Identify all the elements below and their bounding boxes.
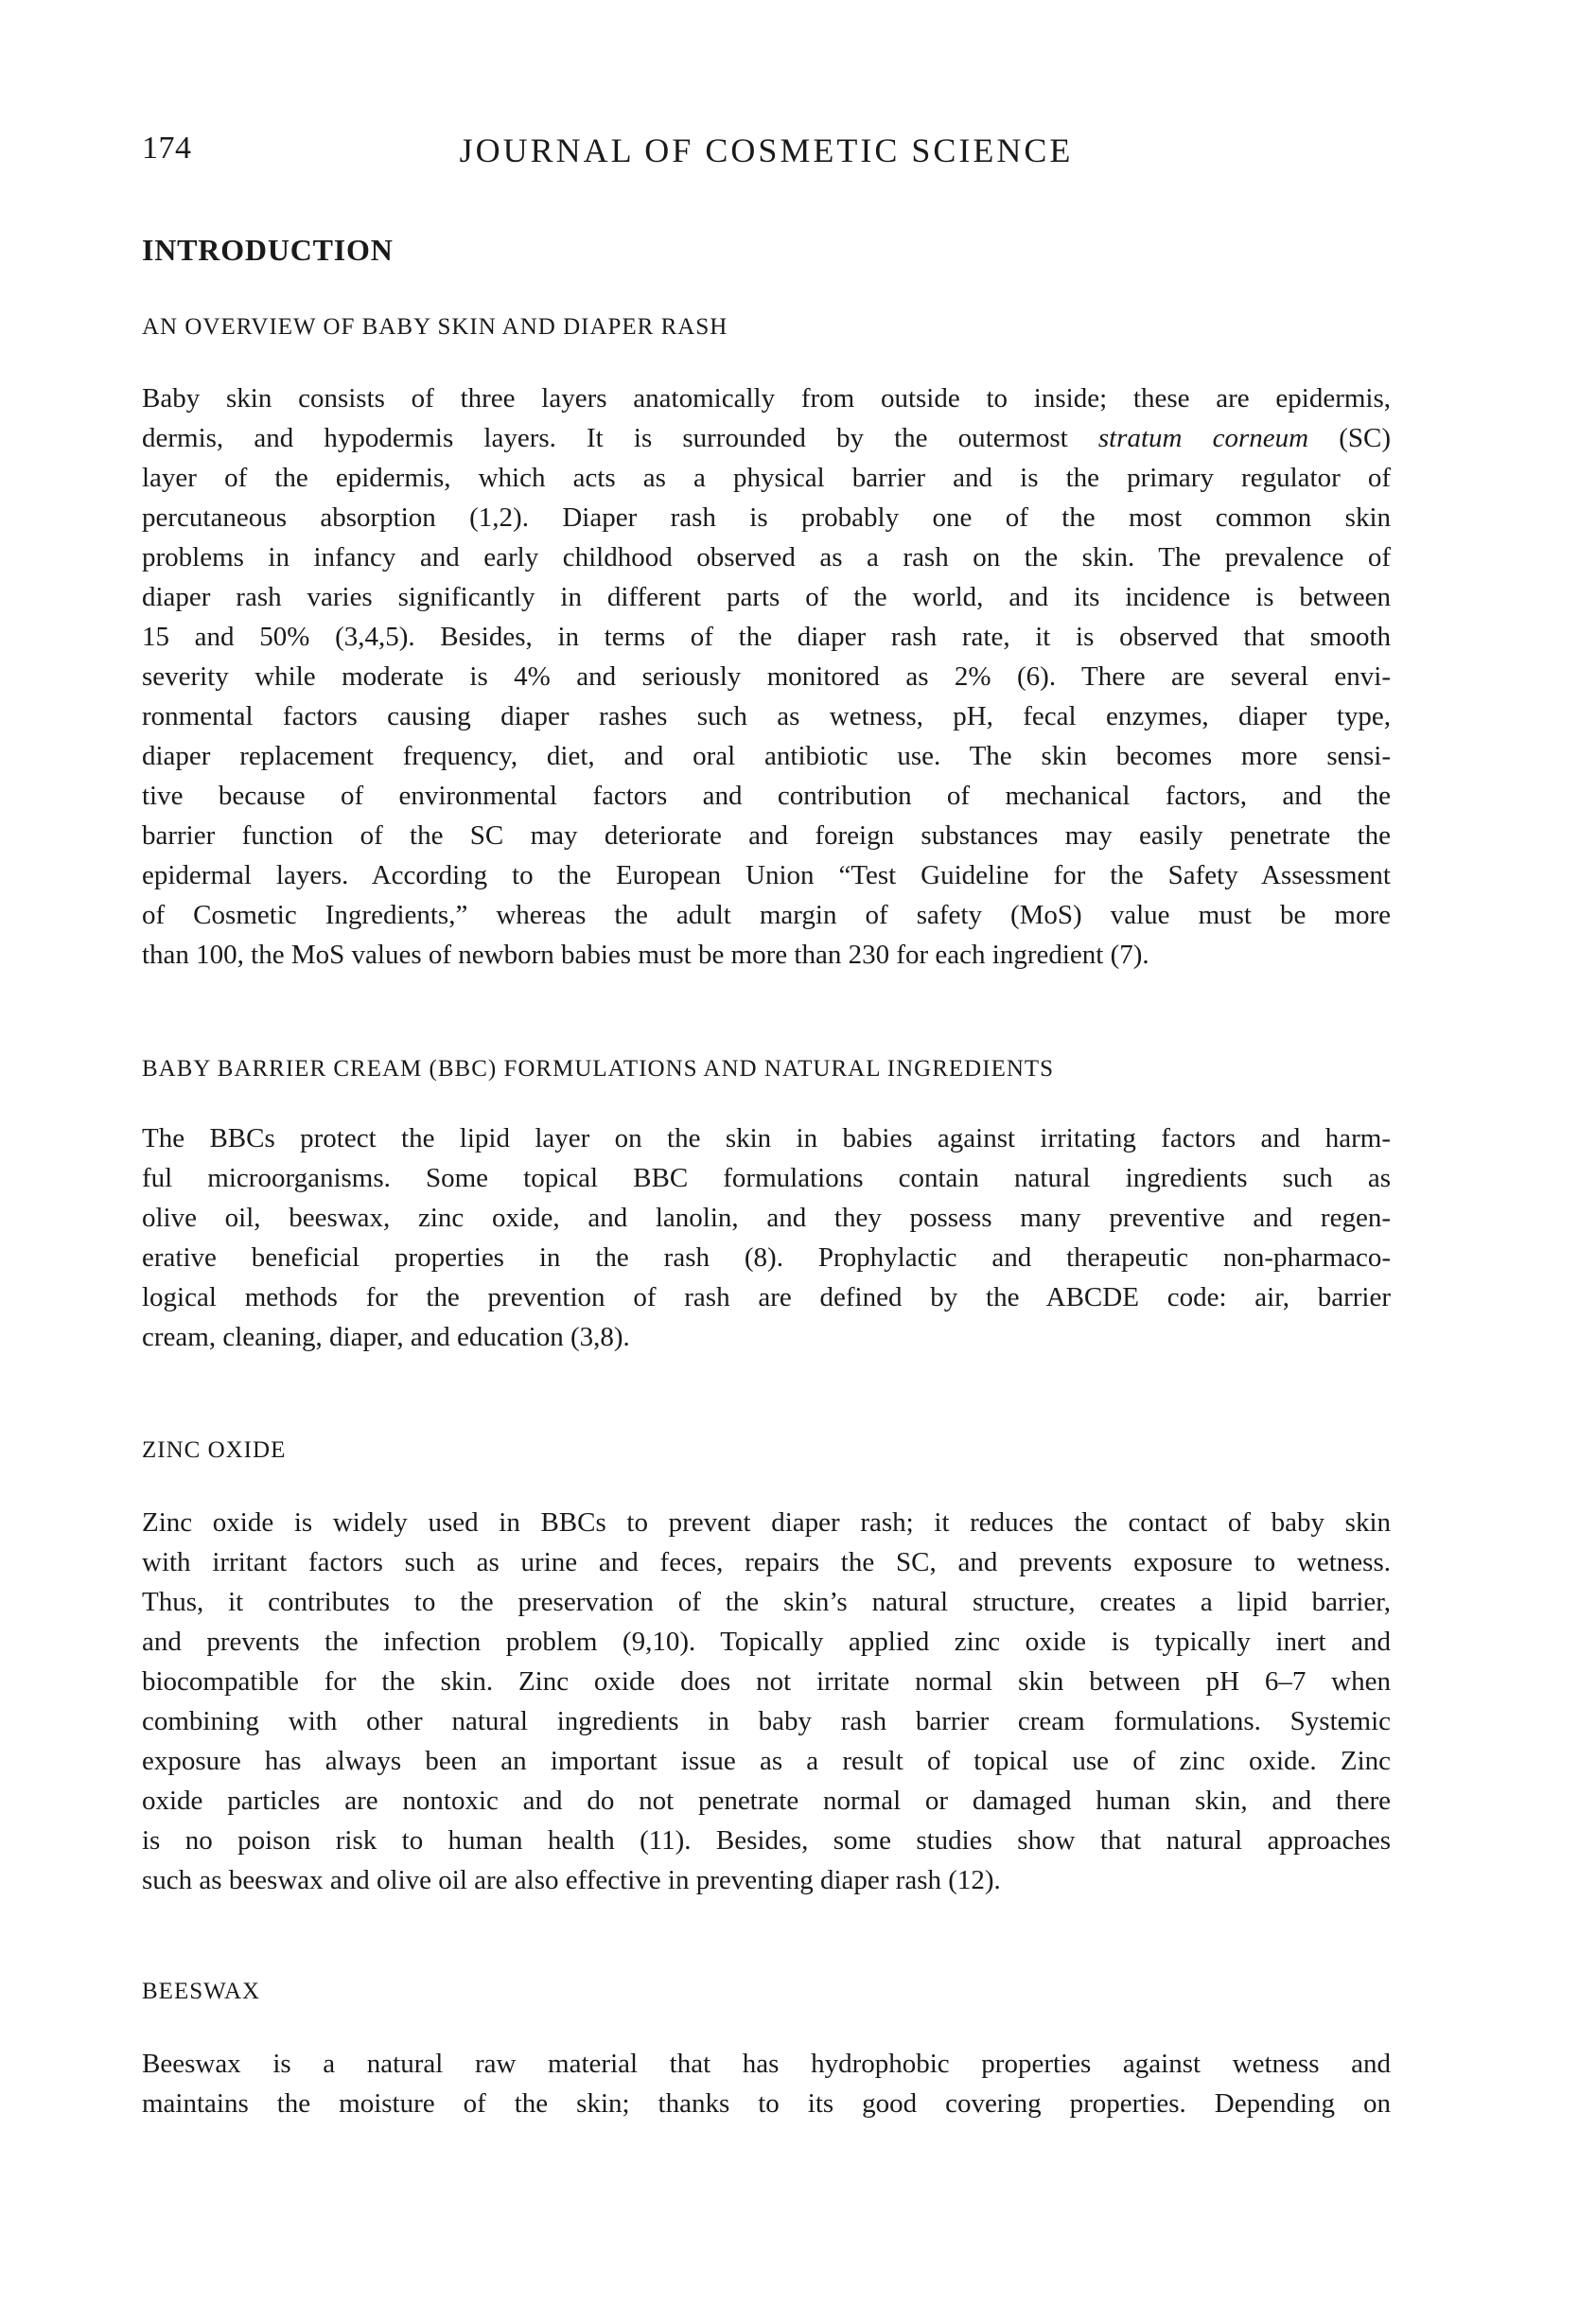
text-line: Beeswax is a natural raw material that has hydrophobic properties against wetness and <box>142 2049 1391 2079</box>
text-line: combining with other natural ingredients in baby rash barrier cream formulations. Systemic <box>142 1706 1391 1736</box>
text-line: with irritant factors such as urine and feces, repairs the SC, and prevents exposure to wetness. <box>142 1547 1391 1577</box>
text-line: logical methods for the prevention of rash are defined by the ABCDE code: air, barrier <box>142 1282 1391 1312</box>
text-line: diaper replacement frequency, diet, and oral antibiotic use. The skin becomes more sensi- <box>142 741 1391 771</box>
text-line: ronmental factors causing diaper rashes such as wetness, pH, fecal enzymes, diaper type, <box>142 701 1391 731</box>
text-line: and prevents the infection problem (9,10). Topically applied zinc oxide is typically inert and <box>142 1627 1391 1657</box>
paragraph-overview <box>142 378 1391 975</box>
text-line: 15 and 50% (3,4,5). Besides, in terms of the diaper rash rate, it is observed that smooth <box>142 622 1391 652</box>
text-line: maintains the moisture of the skin; thanks to its good covering properties. Depending on <box>142 2088 1391 2119</box>
text-line: Zinc oxide is widely used in BBCs to prevent diaper rash; it reduces the contact of baby skin <box>142 1507 1391 1538</box>
text-line: Baby skin consists of three layers anatomically from outside to inside; these are epidermis, <box>142 383 1391 414</box>
text-line: percutaneous absorption (1,2). Diaper rash is probably one of the most common skin <box>142 502 1391 533</box>
subsection-heading-beeswax: BEESWAX <box>142 1979 261 2004</box>
text-line: oxide particles are nontoxic and do not penetrate normal or damaged human skin, and there <box>142 1786 1391 1816</box>
subsection-heading-overview: AN OVERVIEW OF BABY SKIN AND DIAPER RASH <box>142 314 728 340</box>
subsection-heading-zinc-oxide: ZINC OXIDE <box>142 1437 287 1463</box>
text-line: is no poison risk to human health (11). Besides, some studies show that natural approaches <box>142 1825 1391 1856</box>
text-line: dermis, and hypodermis layers. It is surrounded by the outermost stratum corneum (SC) <box>142 423 1391 453</box>
text-line: erative beneficial properties in the rash (8). Prophylactic and therapeutic non-pharmaco- <box>142 1242 1391 1273</box>
journal-title: JOURNAL OF COSMETIC SCIENCE <box>459 132 1074 169</box>
page-number: 174 <box>142 131 192 166</box>
text-line: problems in infancy and early childhood observed as a rash on the skin. The prevalence of <box>142 542 1391 572</box>
running-header <box>142 131 1391 172</box>
text-line: of Cosmetic Ingredients,” whereas the adult margin of safety (MoS) value must be more <box>142 900 1391 930</box>
text-line: olive oil, beeswax, zinc oxide, and lanolin, and they possess many preventive and regen- <box>142 1203 1391 1233</box>
text-line: diaper rash varies significantly in different parts of the world, and its incidence is between <box>142 582 1391 612</box>
text-line: barrier function of the SC may deteriorate and foreign substances may easily penetrate the <box>142 820 1391 851</box>
text-line: than 100, the MoS values of newborn babies must be more than 230 for each ingredient (7). <box>142 940 1149 970</box>
paragraph-zinc-oxide <box>142 1503 1391 1900</box>
section-heading-introduction: INTRODUCTION <box>142 233 394 267</box>
paragraph-beeswax <box>142 2044 1391 2123</box>
text-line: The BBCs protect the lipid layer on the skin in babies against irritating factors and harm- <box>142 1123 1391 1153</box>
text-line: cream, cleaning, diaper, and education (3,8). <box>142 1322 630 1352</box>
text-line: biocompatible for the skin. Zinc oxide does not irritate normal skin between pH 6–7 when <box>142 1666 1391 1697</box>
subsection-heading-bbc-formulations: BABY BARRIER CREAM (BBC) FORMULATIONS AND NATURAL INGREDIENTS <box>142 1056 1055 1082</box>
text-line: epidermal layers. According to the European Union “Test Guideline for the Safety Assessment <box>142 860 1391 890</box>
paragraph-bbc-formulations <box>142 1118 1391 1357</box>
text-line: severity while moderate is 4% and seriously monitored as 2% (6). There are several envi- <box>142 661 1391 692</box>
text-line: exposure has always been an important issue as a result of topical use of zinc oxide. Zinc <box>142 1746 1391 1776</box>
text-line: layer of the epidermis, which acts as a physical barrier and is the primary regulator of <box>142 463 1391 493</box>
text-line: tive because of environmental factors and contribution of mechanical factors, and the <box>142 781 1391 811</box>
text-line: Thus, it contributes to the preservation of the skin’s natural structure, creates a lipid barrier, <box>142 1587 1391 1617</box>
text-line: ful microorganisms. Some topical BBC formulations contain natural ingredients such as <box>142 1163 1391 1193</box>
text-line: such as beeswax and olive oil are also effective in preventing diaper rash (12). <box>142 1865 1001 1895</box>
